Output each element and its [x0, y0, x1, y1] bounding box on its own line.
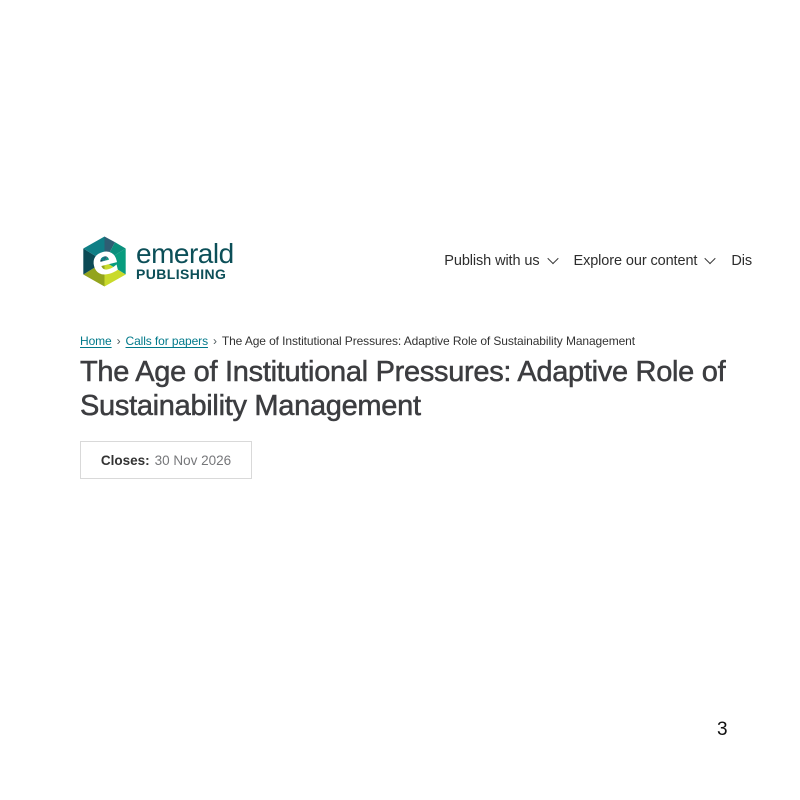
- nav-item-label: Dis: [731, 253, 752, 269]
- breadcrumb-current-page: The Age of Institutional Pressures: Adaptive Role of Sustainability Management: [221, 334, 635, 348]
- nav-item-discover-truncated[interactable]: [731, 253, 752, 269]
- breadcrumb-link-home[interactable]: Home: [80, 334, 112, 348]
- closes-label: Closes:: [100, 452, 150, 468]
- breadcrumb-separator: ›: [212, 334, 217, 348]
- chevron-down-icon: [547, 252, 558, 263]
- breadcrumb: [80, 334, 635, 348]
- closing-date-box: [80, 441, 252, 479]
- nav-item-explore-our-content[interactable]: [574, 253, 715, 269]
- nav-item-label: Explore our content: [573, 253, 698, 269]
- breadcrumb-link-calls-for-papers[interactable]: Calls for papers: [125, 334, 208, 348]
- svg-text:e: e: [86, 234, 124, 286]
- nav-item-publish-with-us[interactable]: [444, 253, 556, 269]
- brand-name: emerald: [136, 237, 234, 269]
- brand-subname: PUBLISHING: [136, 265, 227, 282]
- chevron-down-icon: [705, 252, 716, 263]
- page-number: 3: [717, 719, 728, 740]
- emerald-publishing-logo[interactable]: [80, 235, 234, 288]
- closes-date: 30 Nov 2026: [154, 452, 232, 468]
- breadcrumb-separator: ›: [116, 334, 121, 348]
- page-title: The Age of Institutional Pressures: Adaptive Role of Sustainability Management: [80, 356, 726, 422]
- brand-wordmark: [136, 237, 234, 282]
- site-header: [80, 234, 752, 288]
- main-nav: [444, 253, 752, 269]
- emerald-hexagon-e-icon: [80, 235, 129, 288]
- nav-item-label: Publish with us: [444, 253, 540, 269]
